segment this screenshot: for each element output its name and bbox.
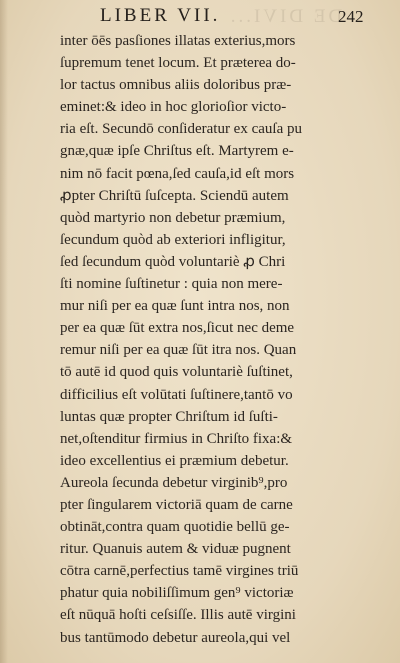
text-line: ſed ſecundum quòd voluntariè ꝓ Chri — [60, 253, 286, 270]
text-line: tō autē id quod quis voluntariè ſuſtinet, — [60, 364, 293, 381]
text-line: ideo excellentius ei præmium debetur. — [60, 452, 289, 469]
text-line: quòd martyrio non debetur præmium, — [60, 209, 286, 226]
body-text — [60, 30, 382, 649]
text-line: luntas quæ propter Chriſtum id ſuſti- — [60, 408, 278, 425]
text-line: per ea quæ ſūt extra nos,ſicut nec deme — [60, 320, 295, 337]
book-section-title: LIBER VII. — [100, 5, 221, 26]
text-line: gnæ,quæ ipſe Chriſtus eſt. Martyrem e- — [60, 143, 294, 160]
text-line: ſti nomine ſuſtinetur : quia non mere- — [60, 276, 283, 293]
text-line: ritur. Quanuis autem & viduæ pugnent — [60, 541, 291, 558]
text-line: ria eſt. Secundō conſideratur ex cauſa pu — [60, 121, 302, 138]
text-line: obtināt,contra quam quotidie bellū ge- — [60, 519, 290, 536]
text-line: inter ōēs pasſiones illatas exterius,mors — [60, 33, 296, 49]
bleed-through-text: DE DIVI... — [227, 6, 343, 27]
text-line: Aureola ſecunda debetur virginib⁹,pro — [60, 474, 288, 491]
page-number: 242 — [338, 7, 364, 26]
text-line: phatur quia nobiliſſimum gen⁹ victoriæ — [60, 585, 294, 602]
text-line: difficilius eſt volūtati ſuſtinere,tantō vo — [60, 386, 293, 403]
text-line: ſecundum quòd ab exteriori infligitur, — [60, 231, 286, 248]
text-line: eſt nūquā hoſti ceſsiſſe. Illis autē virgini — [60, 607, 296, 624]
text-line: net,oſtenditur firmius in Chriſto fixa:& — [60, 430, 293, 447]
text-line: bus tantūmodo debetur aureola,qui vel — [60, 629, 291, 646]
text-line: mur niſi per ea quæ ſunt intra nos, non — [60, 298, 290, 315]
text-line: ſupremum tenet locum. Et præterea do- — [60, 55, 296, 72]
page-gutter-shadow — [0, 0, 8, 663]
text-line: pter ſingularem victoriā quam de carne — [60, 496, 293, 513]
text-line: cōtra carnē,perfectius tamē virgines triū — [60, 563, 299, 580]
text-line: lor tactus omnibus aliis doloribus præ- — [60, 77, 292, 94]
text-line: nim nō facit pœna,ſed cauſa,id eſt mors — [60, 165, 295, 182]
text-line: ꝓpter Chriſtū ſuſcepta. Sciendū autem — [60, 187, 289, 204]
running-head — [0, 2, 400, 28]
text-line: eminet:& ideo in hoc glorioſior victo- — [60, 99, 287, 116]
text-line: remur niſi per ea quæ ſūt itra nos. Quan — [60, 342, 297, 359]
